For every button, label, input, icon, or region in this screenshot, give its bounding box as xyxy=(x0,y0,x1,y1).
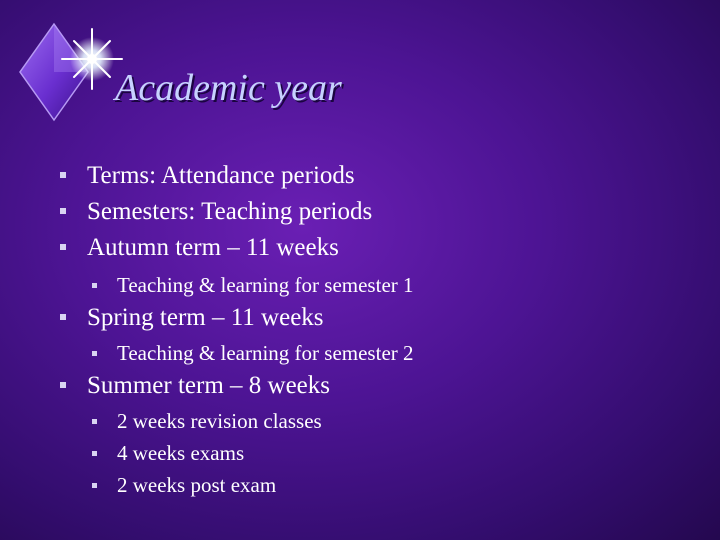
square-bullet-icon xyxy=(92,419,97,424)
square-bullet-icon xyxy=(92,283,97,288)
list-item xyxy=(60,301,324,335)
list-item-text: Semesters: Teaching periods xyxy=(87,198,373,225)
list-item xyxy=(92,406,322,436)
list-item xyxy=(92,438,244,468)
list-item-text: 4 weeks exams xyxy=(117,441,245,465)
list-item-text: Teaching & learning for semester 1 xyxy=(117,273,414,297)
list-item xyxy=(60,195,372,229)
square-bullet-icon xyxy=(60,314,66,320)
list-item xyxy=(92,470,276,500)
list-item-text: Terms: Attendance periods xyxy=(87,162,355,189)
list-item-text: 2 weeks post exam xyxy=(117,473,277,497)
list-item xyxy=(60,369,330,403)
square-bullet-icon xyxy=(60,208,66,214)
square-bullet-icon xyxy=(60,172,66,178)
diamond-star-icon xyxy=(12,14,130,132)
list-item xyxy=(60,231,339,265)
square-bullet-icon xyxy=(92,451,97,456)
list-item-text: Teaching & learning for semester 2 xyxy=(117,341,414,365)
square-bullet-icon xyxy=(92,351,97,356)
list-item xyxy=(60,159,355,193)
list-item-text: Summer term – 8 weeks xyxy=(87,372,331,399)
list-item xyxy=(92,270,414,300)
square-bullet-icon xyxy=(60,382,66,388)
square-bullet-icon xyxy=(92,483,97,488)
list-item-text: Spring term – 11 weeks xyxy=(87,304,324,331)
square-bullet-icon xyxy=(60,244,66,250)
list-item-text: Autumn term – 11 weeks xyxy=(87,234,339,261)
list-item-text: 2 weeks revision classes xyxy=(117,409,322,433)
list-item xyxy=(92,338,414,368)
slide-title: Academic year xyxy=(115,67,342,109)
